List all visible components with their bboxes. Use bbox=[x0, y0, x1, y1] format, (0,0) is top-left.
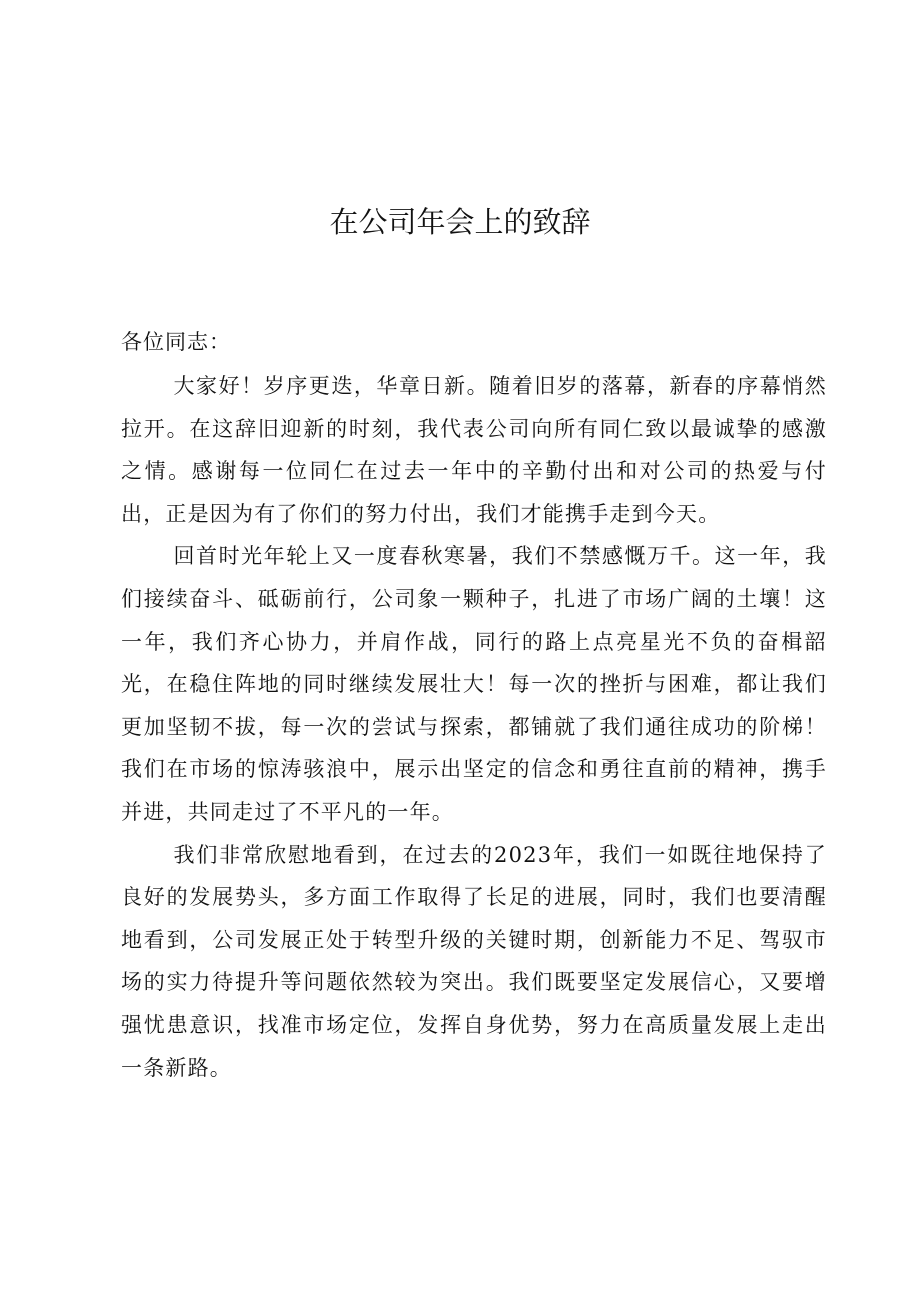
paragraph-greeting: 大家好！岁序更迭，华章日新。随着旧岁的落幕，新春的序幕悄然拉开。在这辞旧迎新的时刻，我代表公司向所有同仁致以最诚挚的感激之情。感谢每一位同仁在过去一年中的辛勤付出和对公司的热爱与付出，正是因为有了你们的努力付出，我们才能携手走到今天。 bbox=[121, 374, 827, 526]
paragraph-review: 回首时光年轮上又一度春秋寒暑，我们不禁感慨万千。这一年，我们接续奋斗、砥砺前行，公司象一颗种子，扎进了市场广阔的土壤！这一年，我们齐心协力，并肩作战，同行的路上点亮星光不负的奋楫韶光，在稳住阵地的同时继续发展壮大！每一次的挫折与困难，都让我们更加坚韧不拔，每一次的尝试与探索，都铺就了我们通往成功的阶梯！我们在市场的惊涛骇浪中，展示出坚定的信念和勇往直前的精神，携手并进，共同走过了不平凡的一年。 bbox=[121, 544, 827, 824]
document-body bbox=[121, 365, 827, 1089]
salutation: 各位同志： bbox=[121, 330, 231, 354]
document-title: 在公司年会上的致辞 bbox=[329, 205, 591, 239]
paragraph-outlook: 我们非常欣慰地看到，在过去的2023年，我们一如既往地保持了良好的发展势头，多方面工作取得了长足的进展，同时，我们也要清醒地看到，公司发展正处于转型升级的关键时期，创新能力不足、驾驭市场的实力待提升等问题依然较为突出。我们既要坚定发展信心，又要增强忧患意识，找准市场定位，发挥自身优势，努力在高质量发展上走出一条新路。 bbox=[121, 842, 827, 1080]
